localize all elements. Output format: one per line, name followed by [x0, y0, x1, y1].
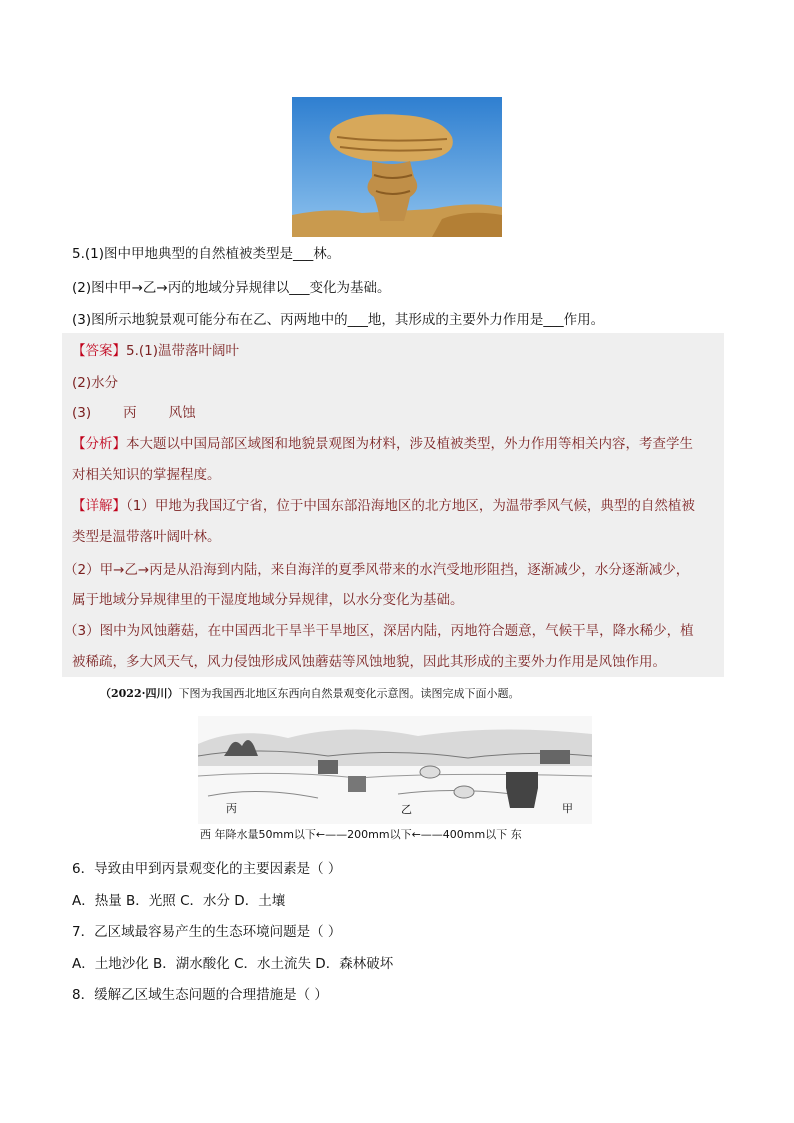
landscape-sketch	[198, 716, 592, 824]
q6-stem: 6．导致由甲到丙景观变化的主要因素是（ ）	[72, 861, 342, 877]
q5-part3: (3)图所示地貌景观可能分布在乙、丙两地中的___地，其形成的主要外力作用是___作用。	[72, 312, 605, 328]
detail-text-6: 被稀疏，多大风天气，风力侵蚀形成风蚀蘑菇等风蚀地貌，因此其形成的主要外力作用是风蚀作用。	[72, 654, 666, 670]
analysis-text-1: 本大题以中国局部区域图和地貌景观图为材料，涉及植被类型，外力作用等相关内容，考查学生	[126, 436, 693, 452]
detail-text-5: （3）图中为风蚀蘑菇，在中国西北干旱半干旱地区，深居内陆，丙地符合题意，气候干旱，降水稀少，植	[64, 623, 694, 639]
detail-tag: 【详解】	[72, 498, 126, 514]
label-bing: 丙	[226, 802, 237, 815]
animal-icon	[318, 760, 338, 774]
precipitation-axis: 西 年降水量50mm以下←——200mm以下←——400mm以下 东	[200, 828, 522, 841]
detail-text-1: （1）甲地为我国辽宁省，位于中国东部沿海地区的北方地区，为温带季风气候，典型的自然植被	[126, 498, 695, 514]
detail-text-4: 属于地域分异规律里的干湿度地域分异规律，以水分变化为基础。	[72, 592, 464, 608]
caption-source: （2022·四川）	[100, 687, 179, 700]
answer-tag: 【答案】	[72, 343, 126, 359]
q7-stem: 7．乙区域最容易产生的生态环境问题是（ ）	[72, 924, 342, 940]
answer-part1: 5.(1)温带落叶阔叶	[126, 343, 240, 359]
answer-part2: (2)水分	[72, 375, 119, 391]
analysis-tag: 【分析】	[72, 436, 126, 452]
detail-text-3: （2）甲→乙→丙是从沿海到内陆，来自海洋的夏季风带来的水汽受地形阻挡，逐渐减少，水分逐渐减少，	[64, 562, 690, 578]
answer-line-1	[72, 342, 239, 360]
horse-icon	[506, 772, 538, 808]
analysis-line-1	[72, 435, 693, 453]
answer-part3-num: (3)	[72, 405, 92, 421]
q5-part2: (2)图中甲→乙→丙的地域分异规律以___变化为基础。	[72, 280, 391, 296]
label-yi: 乙	[401, 803, 412, 816]
q7-options: A．土地沙化 B．湖水酸化 C．水土流失 D．森林破坏	[72, 956, 394, 972]
answer-part3-value1: 丙	[123, 405, 137, 421]
detail-text-2: 类型是温带落叶阔叶林。	[72, 529, 221, 545]
q6-options: A．热量 B．光照 C．水分 D．土壤	[72, 893, 286, 909]
q5-part1: 5.(1)图中甲地典型的自然植被类型是___林。	[72, 246, 341, 262]
question-caption	[100, 685, 519, 701]
answer-part3-value2: 风蚀	[168, 405, 196, 421]
detail-line-1	[72, 497, 695, 515]
caption-text: 下图为我国西北地区东西向自然景观变化示意图。读图完成下面小题。	[178, 687, 520, 700]
answer-line-3	[72, 404, 196, 422]
mushroom-rock-photo	[292, 97, 502, 237]
analysis-text-2: 对相关知识的掌握程度。	[72, 467, 221, 483]
q8-stem: 8．缓解乙区域生态问题的合理措施是（ ）	[72, 987, 328, 1003]
label-jia: 甲	[562, 802, 573, 815]
